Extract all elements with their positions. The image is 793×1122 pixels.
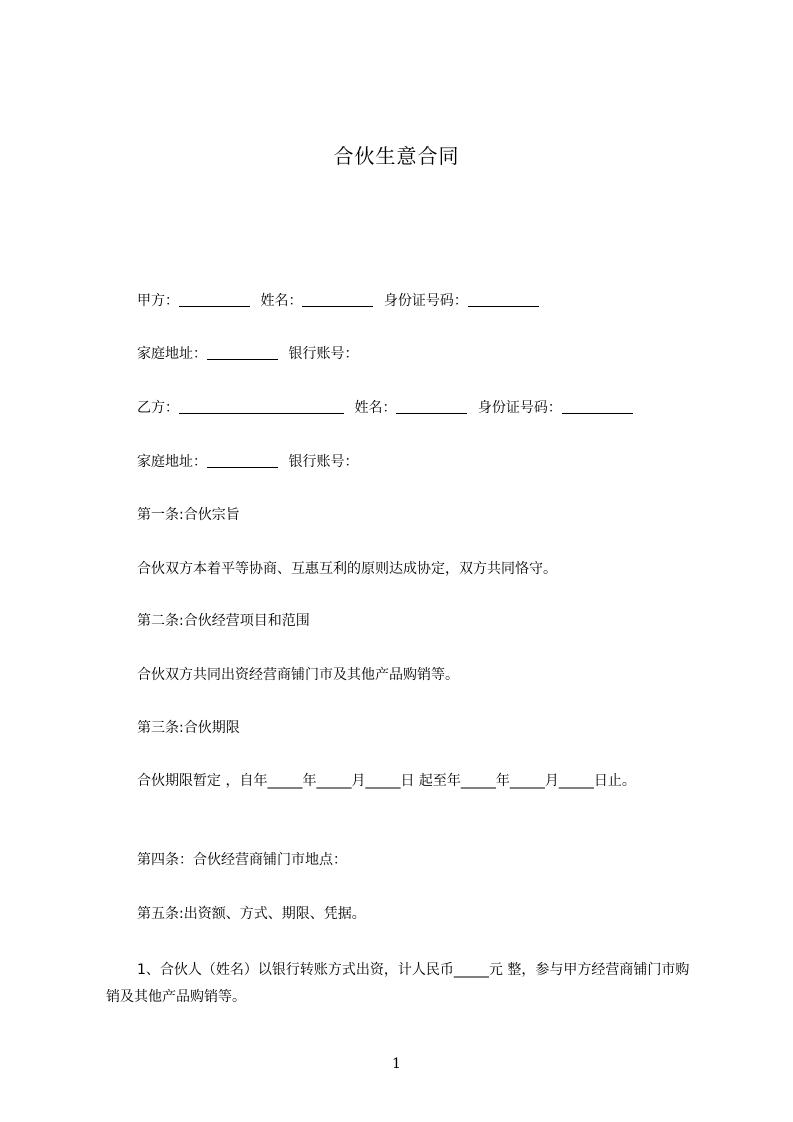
article-2-title: 第二条:合伙经营项目和范围 <box>137 613 310 629</box>
party-a-blank <box>179 292 250 307</box>
party-b-address-blank <box>207 453 278 468</box>
party-b-name-blank <box>396 399 467 414</box>
party-b-id-label: 身份证号码： <box>477 400 562 416</box>
page-number: 1 <box>392 1056 401 1072</box>
article-1-title: 第一条:合伙宗旨 <box>137 507 240 523</box>
party-b-bank-label: 银行账号： <box>288 454 359 470</box>
article-5-item-1: 1、合伙人（姓名）以银行转账方式出资，计人民币_____元 整，参与甲方经营商铺门市购销及其他产品购销等。 <box>106 962 690 1005</box>
article-3-title: 第三条:合伙期限 <box>137 720 240 736</box>
party-b-name-label: 姓名： <box>354 400 397 416</box>
party-b-address-label: 家庭地址： <box>137 454 207 470</box>
party-b-line <box>137 398 633 418</box>
party-a-line <box>137 291 539 311</box>
article-5-title: 第五条:出资额、方式、期限、凭据。 <box>137 906 366 922</box>
party-a-id-blank <box>468 292 539 307</box>
party-b-id-blank <box>562 399 633 414</box>
document-title: 合伙生意合同 <box>333 144 460 168</box>
article-4-title: 第四条：合伙经营商铺门市地点： <box>137 852 347 868</box>
party-b-blank <box>179 399 344 414</box>
party-a-label: 甲方： <box>137 293 179 309</box>
party-a-address-line <box>137 344 358 364</box>
party-a-name-blank <box>302 292 373 307</box>
article-2-body: 合伙双方共同出资经营商铺门市及其他产品购销等。 <box>137 667 459 683</box>
party-a-id-label: 身份证号码： <box>383 293 468 309</box>
party-a-address-blank <box>207 345 278 360</box>
party-a-name-label: 姓名： <box>260 293 303 309</box>
party-b-address-line <box>137 452 358 472</box>
article-1-body: 合伙双方本着平等协商、互惠互利的原则达成协定，双方共同恪守。 <box>137 561 557 577</box>
article-3-body: 合伙期限暂定 ，自年_____年_____月_____日 起至年_____年_____月_____日止。 <box>137 773 636 789</box>
party-a-bank-label: 银行账号： <box>288 346 359 362</box>
party-a-address-label: 家庭地址： <box>137 346 207 362</box>
party-b-label: 乙方： <box>137 400 179 416</box>
